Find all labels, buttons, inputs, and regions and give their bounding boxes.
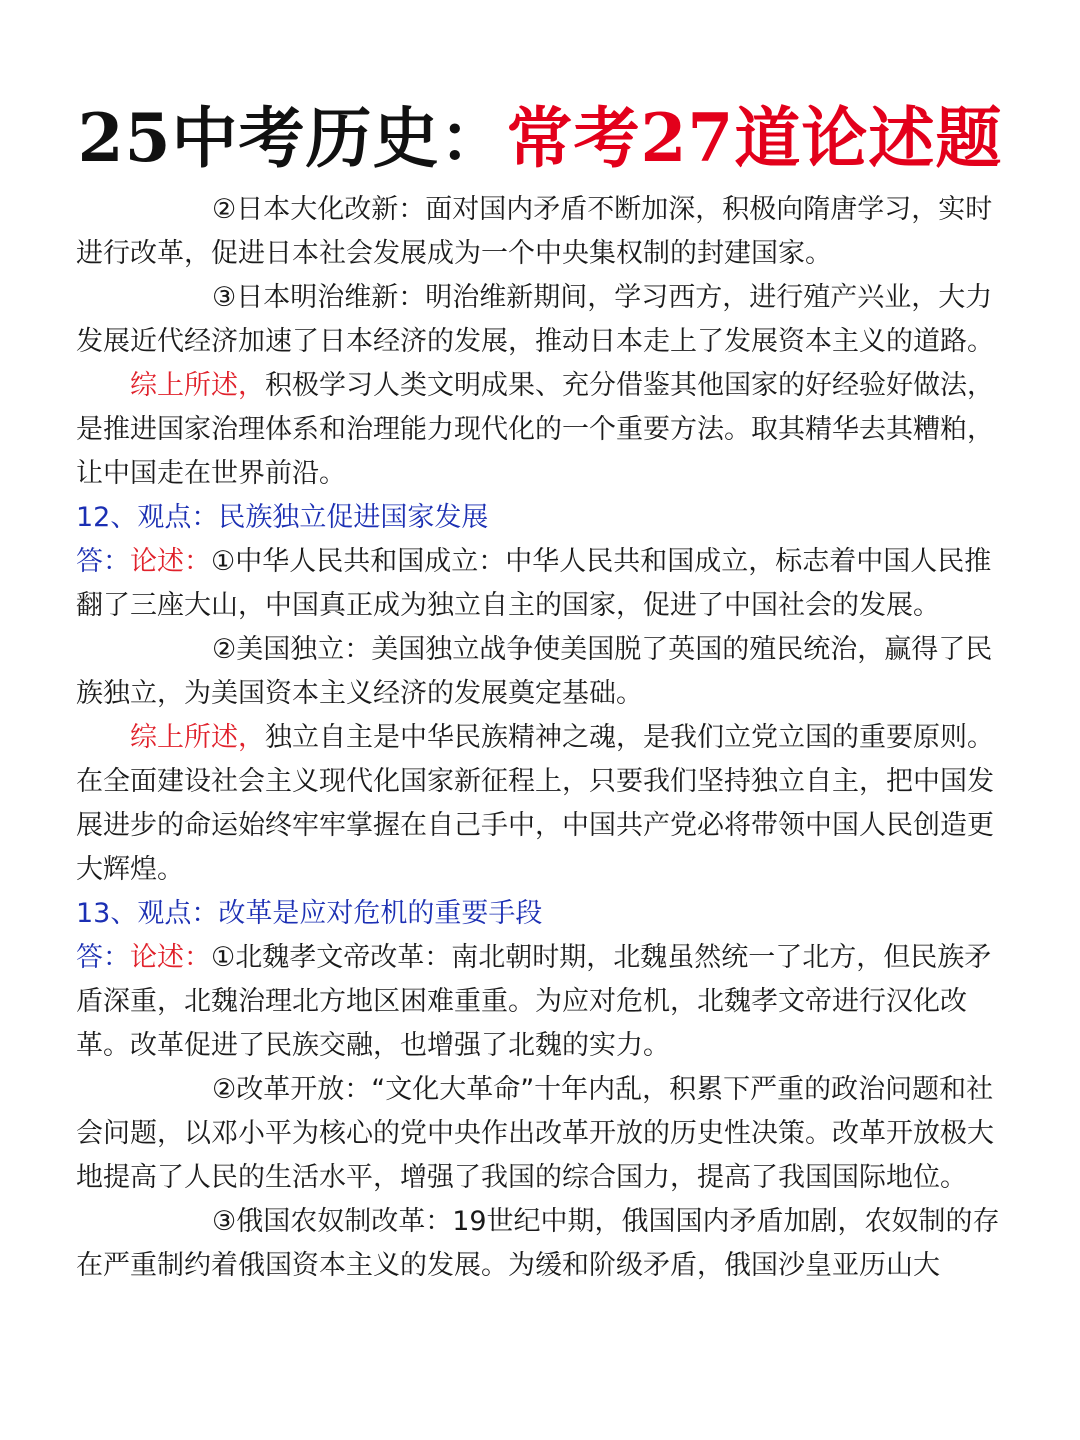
paragraph-japan-taika: ②日本大化改新：面对国内矛盾不断加深，积极向隋唐学习，实时进行改革，促进日本社会发展成为一个中央集权制的封建国家。 xyxy=(76,194,993,269)
answer-label: 答： xyxy=(76,942,130,973)
question-12-heading: 12、观点：民族独立促进国家发展 xyxy=(76,502,489,533)
summary-body: 独立自主是中华民族精神之魂，是我们立党立国的重要原则。在全面建设社会主义现代化国家新征程上，只要我们坚持独立自主，把中国发展进步的命运始终牢牢掌握在自己手中，中国共产党必将带领中国人民创造更大辉煌。 xyxy=(76,722,994,885)
answer-label: 答： xyxy=(76,546,130,577)
question-13-heading: 13、观点：改革是应对危机的重要手段 xyxy=(76,898,543,929)
title-red-part: 常考27道论述题 xyxy=(506,99,1003,177)
summary-body: 积极学习人类文明成果、充分借鉴其他国家的好经验好做法，是推进国家治理体系和治理能力现代化的一个重要方法。取其精华去其糟粕，让中国走在世界前沿。 xyxy=(76,370,994,489)
paragraph-summary-12 xyxy=(76,716,1012,892)
question-13-answer-1 xyxy=(76,936,1012,1068)
paragraph-summary-11 xyxy=(76,364,1012,496)
question-13-answer-2: ②改革开放：“文化大革命”十年内乱，积累下严重的政治问题和社会问题，以邓小平为核心的党中央作出改革开放的历史性决策。改革开放极大地提高了人民的生活水平，增强了我国的综合国力，提高了我国国际地位。 xyxy=(76,1074,994,1193)
page-title xyxy=(0,92,1080,184)
article-body xyxy=(76,188,1012,1288)
summary-lead: 综上所述， xyxy=(130,722,265,753)
question-13-answer-3: ③俄国农奴制改革：19世纪中期，俄国国内矛盾加剧，农奴制的存在严重制约着俄国资本主义的发展。为缓和阶级矛盾，俄国沙皇亚历山大 xyxy=(76,1206,1000,1281)
summary-lead: 综上所述， xyxy=(130,370,265,401)
question-12-answer-2: ②美国独立：美国独立战争使美国脱了英国的殖民统治，赢得了民族独立，为美国资本主义经济的发展奠定基础。 xyxy=(76,634,993,709)
lunshu-label: 论述： xyxy=(130,942,211,973)
answer-text: ①北魏孝文帝改革：南北朝时期，北魏虽然统一了北方，但民族矛盾深重，北魏治理北方地区困难重重。为应对危机，北魏孝文帝进行汉化改革。改革促进了民族交融，也增强了北魏的实力。 xyxy=(76,942,992,1061)
title-black-part: 25中考历史： xyxy=(77,99,507,177)
answer-text: ①中华人民共和国成立：中华人民共和国成立，标志着中国人民推翻了三座大山，中国真正成为独立自主的国家，促进了中国社会的发展。 xyxy=(76,546,992,621)
lunshu-label: 论述： xyxy=(130,546,211,577)
question-12-answer-1 xyxy=(76,540,1012,628)
paragraph-japan-meiji: ③日本明治维新：明治维新期间，学习西方，进行殖产兴业，大力发展近代经济加速了日本经济的发展，推动日本走上了发展资本主义的道路。 xyxy=(76,282,994,357)
